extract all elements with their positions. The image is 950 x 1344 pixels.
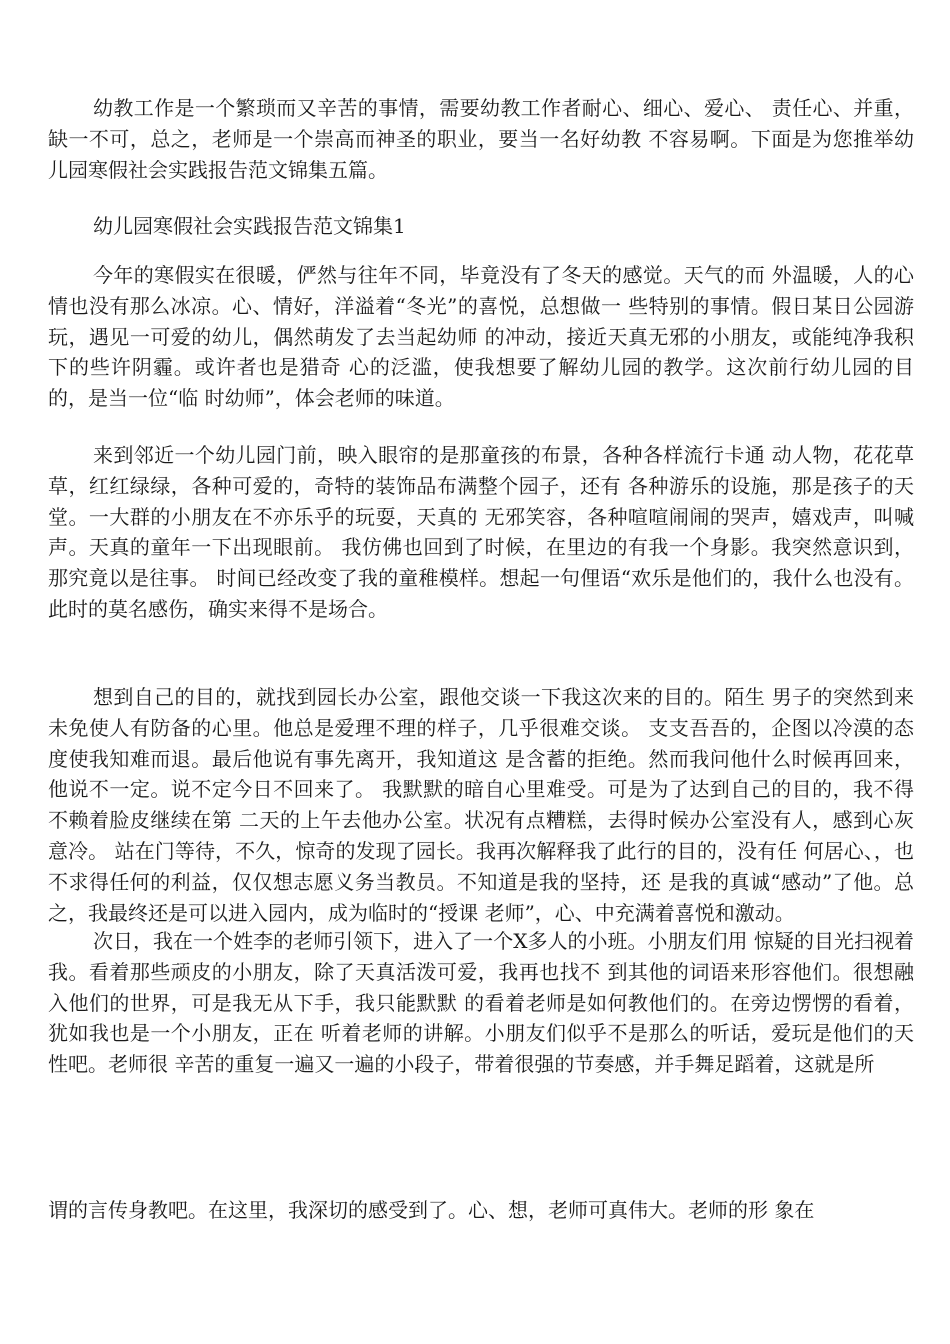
body-paragraph: 次日，我在一个姓李的老师引领下，进入了一个X多人的小班。小朋友们用 惊疑的目光扫视着我。看着那些顽皮的小朋友，除了天真活泼可爱，我再也找不 到其他的词语来形容他们。很想融入他们的世界，可是我无从下手，我只能默默 的看着老师是如何教他们的。在旁边愣愣的看着，犹如我也是一个小朋友，正在 听着老师的讲解。小朋友们似乎不是那么的听话，爱玩是他们的天性吧。老师很 辛苦的重复一遍又一遍的小段子，带着很强的节奏感，并手舞足蹈着，这就是所 [48,929,914,1077]
section-heading: 幼儿园寒假社会实践报告范文锦集1 [93,214,406,238]
body-paragraph: 来到邻近一个幼儿园门前，映入眼帘的是那童孩的布景，各种各样流行卡通 动人物，花花草草，红红绿绿，各种可爱的，奇特的装饰品布满整个园子，还有 各种游乐的设施，那是孩子的天堂。一大群的小朋友在不亦乐乎的玩耍，天真的 无邪笑容，各种喧喧闹闹的哭声，嬉戏声，叫喊声。天真的童年一下出现眼前。 我仿佛也回到了时候，在里边的有我一个身影。我突然意识到，那究竟以是往事。 时间已经改变了我的童稚模样。想起一句俚语“欢乐是他们的，我什么也没有。 此时的莫名感伤，确实来得不是场合。 [48,443,914,621]
body-paragraph: 今年的寒假实在很暖，俨然与往年不同，毕竟没有了冬天的感觉。天气的而 外温暖，人的心情也没有那么冰凉。心、情好，洋溢着“冬光”的喜悦，总想做一 些特别的事情。假日某日公园游玩，遇见一可爱的幼儿，偶然萌发了去当起幼师 的冲动，接近天真无邪的小朋友，或能纯净我积下的些许阴霾。或许者也是猎奇 心的泛滥，使我想要了解幼儿园的教学。这次前行幼儿园的目的，是当一位“临 时幼师”，体会老师的味道。 [48,263,914,411]
intro-paragraph: 幼教工作是一个繁琐而又辛苦的事情，需要幼教工作者耐心、细心、爱心、 责任心、并重，缺一不可，总之，老师是一个崇高而神圣的职业，要当一名好幼教 不容易啊。下面是为您推举幼儿园寒假社会实践报告范文锦集五篇。 [48,96,914,182]
continuation-paragraph: 谓的言传身教吧。在这里，我深切的感受到了。心、想，老师可真伟大。老师的形 象在 [48,1198,815,1222]
body-paragraph: 想到自己的目的，就找到园长办公室，跟他交谈一下我这次来的目的。陌生 男子的突然到来未免使人有防备的心里。他总是爱理不理的样子，几乎很难交谈。 支支吾吾的，企图以冷漠的态度使我知难而退。最后他说有事先离开，我知道这 是含蓄的拒绝。然而我问他什么时候再回来，他说不一定。说不定今日不回来了。 我默默的暗自心里难受。可是为了达到自己的目的，我不得不赖着脸皮继续在第 二天的上午去他办公室。状况有点糟糕，去得时候办公室没有人，感到心灰意冷。 站在门等待，不久，惊奇的发现了园长。我再次解释我了此行的目的，没有任 何居心、，也不求得任何的利益，仅仅想志愿义务当教员。不知道是我的坚持，还 是我的真诚“感动”了他。总之，我最终还是可以进入园内，成为临时的“授课 老师”，心、中充满着喜悦和激动。 [48,685,914,925]
